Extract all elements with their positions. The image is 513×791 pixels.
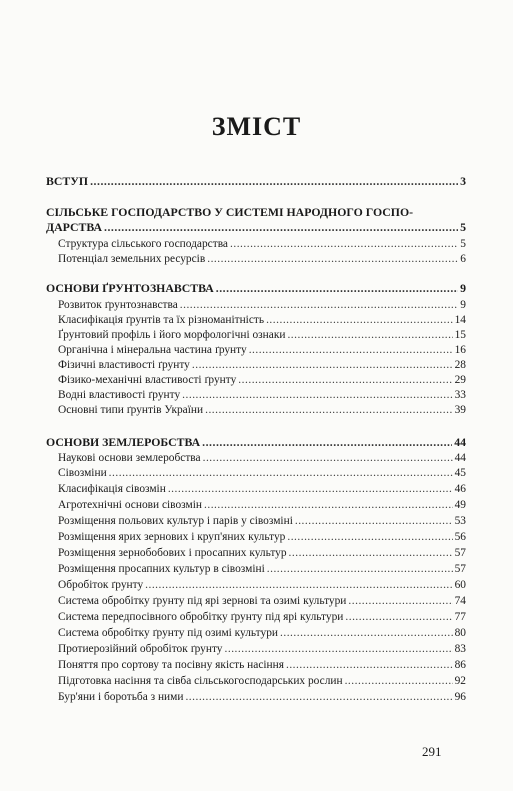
toc-leader-dots [287,328,452,343]
toc-item [0,298,513,313]
toc-page-number: 77 [454,611,466,623]
toc-page-number: 44 [454,452,466,464]
toc-item [0,313,513,328]
toc-leader-dots [168,482,453,497]
toc-item-title: Сівозміни [58,467,107,479]
toc-leader-dots [238,373,452,388]
toc-page-number: 9 [460,299,466,311]
toc-item-title: Класифікація сівозмін [58,483,166,495]
toc-item-title: Система обробітку ґрунту під ярі зернові та озимі культури [58,595,347,607]
toc-page-number: 74 [454,595,466,607]
toc-page-number: 14 [454,314,466,326]
toc-leader-dots [286,658,453,673]
toc-leader-dots [104,220,458,235]
toc-section-intro [0,174,513,189]
toc-page-number: 9 [460,281,466,295]
toc-section-soil-science [0,281,513,296]
toc-leader-dots [225,642,453,657]
toc-item [0,594,513,609]
toc-leader-dots [109,466,453,481]
toc-item-title: Потенціал земельних ресурсів [58,253,206,265]
toc-leader-dots [204,498,453,513]
toc-leader-dots [348,594,452,609]
toc-page-number: 56 [454,531,466,543]
toc-section-title: ДАРСТВА [46,220,103,234]
page-number: 291 [422,744,442,759]
toc-leader-dots [205,403,453,418]
toc-leader-dots [266,313,453,328]
toc-item [0,482,513,497]
toc-page-number: 57 [454,547,466,559]
toc-item-title: Наукові основи землеробства [58,452,201,464]
toc-leader-dots [203,451,453,466]
toc-item-title: Водні властивості ґрунту [58,389,181,401]
toc-item [0,328,513,343]
toc-item-title: Агротехнічні основи сівозмін [58,499,202,511]
toc-item-title: Структура сільського господарства [58,238,228,250]
toc-item [0,466,513,481]
toc-item [0,642,513,657]
toc-item [0,358,513,373]
toc-leader-dots [267,562,453,577]
page-title: ЗМІСТ [211,112,302,141]
toc-item [0,546,513,561]
toc-section-title: ОСНОВИ ЗЕМЛЕРОБСТВА [46,435,201,449]
toc-item [0,626,513,641]
toc-page-number: 39 [454,404,466,416]
toc-page-number: 53 [454,515,466,527]
toc-item-title: Класифікація ґрунтів та їх різноманітність [58,314,265,326]
toc-leader-dots [192,358,453,373]
toc-item-title: Розміщення просапних культур в сівозміні [58,563,265,575]
toc-item [0,514,513,529]
toc-item [0,562,513,577]
toc-leader-dots [287,530,452,545]
toc-item [0,252,513,267]
toc-page-number: 96 [454,691,466,703]
toc-leader-dots [216,281,458,296]
toc-page-number: 49 [454,499,466,511]
toc-section-title: ОСНОВИ ҐРУНТОЗНАВСТВА [46,281,214,295]
toc-leader-dots [182,388,452,403]
toc-leader-dots [295,514,453,529]
toc-page-number: 46 [454,483,466,495]
toc-section-farming [0,435,513,450]
toc-item [0,343,513,358]
toc-page-number: 28 [454,359,466,371]
toc-page-number: 5 [460,220,466,234]
toc-item-title: Розміщення ярих зернових і круп'яних культур [58,531,286,543]
toc-item-title: Ґрунтовий профіль і його морфологічні ознаки [58,329,286,341]
toc-page-number: 86 [454,659,466,671]
toc-item [0,237,513,252]
toc-item-title: Бур'яни і боротьба з ними [58,691,184,703]
toc-item [0,373,513,388]
toc-item-title: Протиерозійний обробіток ґрунту [58,643,223,655]
toc-page-number: 60 [454,579,466,591]
toc-item-title: Система передпосівного обробітку ґрунту під ярі культури [58,611,344,623]
toc-page-number: 80 [454,627,466,639]
toc-page-number: 16 [454,344,466,356]
toc-page-number: 45 [454,467,466,479]
toc-page-number: 29 [454,374,466,386]
toc-page-number: 6 [460,253,466,265]
toc-leader-dots [289,546,453,561]
toc-item [0,690,513,705]
toc-item-title: Розміщення зернобобових і просапних культур [58,547,287,559]
toc-leader-dots [249,343,453,358]
toc-item-title: Поняття про сортову та посівну якість насіння [58,659,284,671]
toc-item [0,578,513,593]
toc-item-title: Фізико-механічні властивості ґрунту [58,374,237,386]
toc-leader-dots [207,252,458,267]
toc-item [0,403,513,418]
toc-page-number: 44 [454,435,466,449]
toc-item [0,388,513,403]
toc-item-title: Підготовка насіння та сівба сільськогосподарських рослин [58,675,343,687]
toc-page-number: 57 [454,563,466,575]
toc-leader-dots [202,435,452,450]
toc-item [0,530,513,545]
toc-page-number: 15 [454,329,466,341]
toc-leader-dots [90,174,458,189]
toc-item-title: Розміщення польових культур і парів у сівозміні [58,515,293,527]
toc-section-title: ВСТУП [46,174,89,188]
toc-item [0,674,513,689]
toc-leader-dots [145,578,452,593]
toc-page-number: 3 [460,174,466,188]
toc-leader-dots [230,237,458,252]
toc-page-number: 83 [454,643,466,655]
toc-leader-dots [345,674,453,689]
toc-page-number: 5 [460,238,466,250]
toc-item-title: Розвиток ґрунтознавства [58,299,178,311]
toc-leader-dots [185,690,452,705]
toc-item [0,498,513,513]
toc-leader-dots [280,626,453,641]
toc-item-title: Обробіток ґрунту [58,579,144,591]
toc-item-title: Фізичні властивості ґрунту [58,359,190,371]
toc-page-number: 92 [454,675,466,687]
toc-page-number: 33 [454,389,466,401]
toc-item-title: Система обробітку ґрунту під озимі культури [58,627,278,639]
toc-item [0,658,513,673]
toc-item [0,451,513,466]
toc-section-agriculture [0,220,513,235]
toc-item-title: Органічна і мінеральна частина ґрунту [58,344,247,356]
toc-item-title: Основні типи ґрунтів України [58,404,204,416]
toc-item [0,610,513,625]
toc-section-title-line1: СІЛЬСЬКЕ ГОСПОДАРСТВО У СИСТЕМІ НАРОДНОГО ГОСПО- [46,205,414,219]
toc-leader-dots [180,298,459,313]
toc-leader-dots [345,610,452,625]
